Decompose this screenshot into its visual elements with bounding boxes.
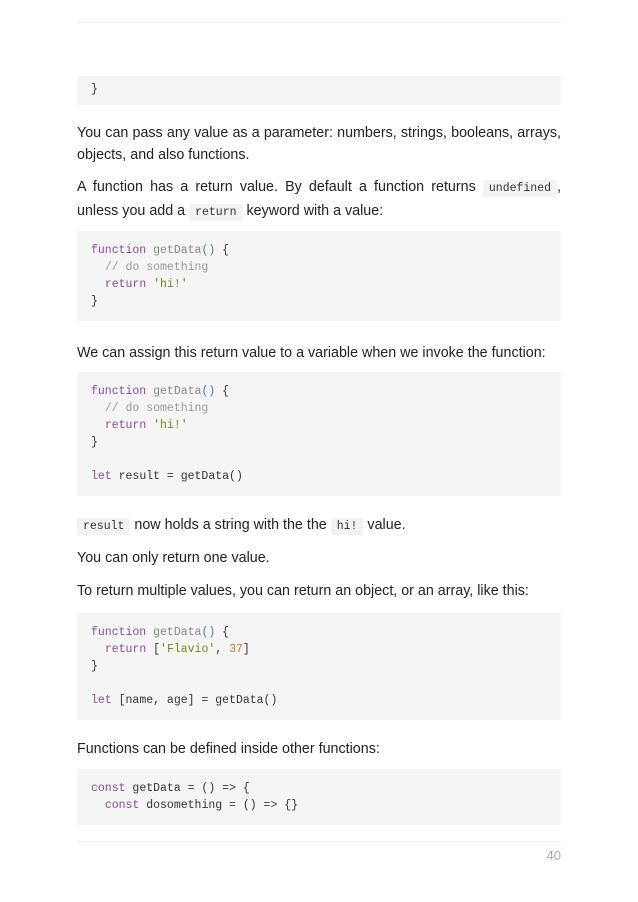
code-line-blank <box>91 675 561 692</box>
text: , unless you add a <box>77 179 561 219</box>
code-line: function getData() { <box>91 385 230 398</box>
paragraph-parameters: You can pass any value as a parameter: numbers, strings, booleans, arrays, objects, and also functions. <box>77 125 561 163</box>
paragraph-nested-functions: Functions can be defined inside other functions: <box>77 741 380 757</box>
inline-code-return: return <box>189 204 242 221</box>
text: now holds a string with the the <box>134 517 327 533</box>
inline-code-hi: hi! <box>331 518 364 535</box>
code-line: const dosomething = () => {} <box>104 799 299 812</box>
paragraph-result-holds <box>77 514 561 538</box>
code-line: const getData = () => { <box>91 782 250 795</box>
code-line: function getData() { <box>91 626 230 639</box>
code-line: return ['Flavio', 37] <box>104 643 250 656</box>
paragraph-assign: We can assign this return value to a variable when we invoke the function: <box>77 345 546 361</box>
text: value. <box>367 517 406 533</box>
code-block-getdata-return <box>77 231 561 321</box>
text: keyword with a value: <box>246 203 384 219</box>
code-line: } <box>91 436 98 449</box>
inline-code-undefined: undefined <box>483 180 557 197</box>
code-line: return 'hi!' <box>104 419 188 432</box>
text: A function has a return value. By default a function returns <box>77 179 476 195</box>
paragraph-multiple-values: To return multiple values, you can return an object, or an array, like this: <box>77 583 529 599</box>
code-block-closing-brace <box>77 76 561 105</box>
code-line: let result = getData() <box>91 470 243 483</box>
code-line: let [name, age] = getData() <box>91 694 278 707</box>
code-line: function getData() { <box>91 244 230 257</box>
code-block-return-array <box>77 613 561 720</box>
paragraph-return-value <box>77 176 561 224</box>
code-line: } <box>91 295 98 308</box>
code-line-blank <box>91 451 561 468</box>
code-line: } <box>91 660 98 673</box>
paragraph-one-value: You can only return one value. <box>77 550 270 566</box>
top-rule <box>77 22 561 23</box>
inline-code-result: result <box>77 518 130 535</box>
code-line: // do something <box>104 402 209 415</box>
bottom-rule <box>77 841 561 842</box>
code-block-nested <box>77 769 561 825</box>
code-line: // do something <box>104 261 209 274</box>
code-line: } <box>91 83 98 96</box>
code-block-assign-result <box>77 372 561 496</box>
code-line: return 'hi!' <box>104 278 188 291</box>
page-number: 40 <box>546 848 561 863</box>
